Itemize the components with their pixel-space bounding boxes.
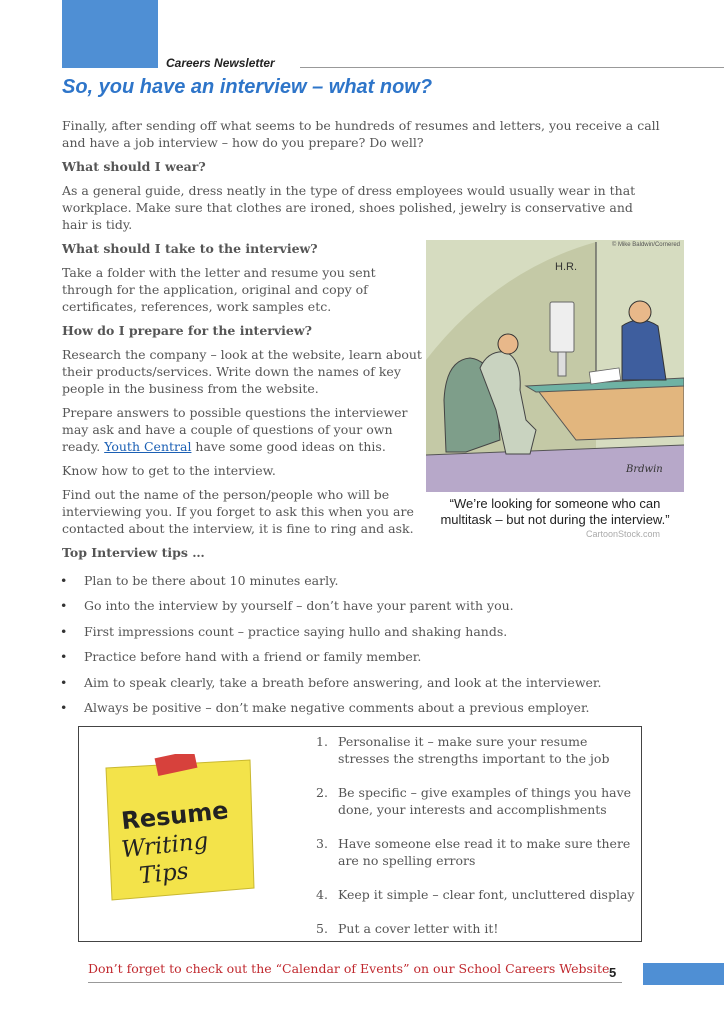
list-item: • Always be positive – don’t make negative comments about a previous employer. [60, 699, 590, 715]
list-item: 5. Put a cover letter with it! [316, 921, 499, 936]
intro-block [62, 117, 662, 233]
cartoon-signature: Brdwin [626, 464, 663, 475]
prepare-heading: How do I prepare for the interview? [62, 323, 312, 338]
wear-paragraph: As a general guide, dress neatly in the type of dress employees would usually wear in that workplace. Make sure that clothes are ironed, shoes polished, jewelry is conservative and hair is tidy. [62, 183, 636, 232]
tips-heading: Top Interview tips … [62, 545, 205, 560]
caption-line-2: multitask – but not during the interview.” [440, 512, 670, 527]
page-number: 5 [609, 965, 617, 980]
bullet-icon: • [60, 598, 68, 614]
wear-heading: What should I wear? [62, 159, 206, 174]
footer-rule [88, 982, 622, 983]
list-item: • Aim to speak clearly, take a breath before answering, and look at the interviewer. [60, 674, 602, 690]
resume-sticky-note [92, 754, 260, 904]
list-item: • First impressions count – practice saying hullo and shaking hands. [60, 623, 508, 639]
list-item: 2. Be specific – give examples of things you have done, your interests and accomplishments [316, 785, 632, 817]
interview-tips-list [58, 572, 602, 724]
note-line-3: Tips [138, 858, 190, 890]
answers-text: Prepare answers to possible questions the interviewer may ask and have a couple of questions of your own ready. [62, 405, 408, 454]
answers-paragraph [62, 404, 422, 455]
intro-paragraph: Finally, after sending off what seems to be hundreds of resumes and letters, you receive a call and have a job interview – how do you prepare? Do well? [62, 118, 660, 150]
note-line-1: Resume [119, 796, 230, 836]
take-heading: What should I take to the interview? [62, 241, 318, 256]
header-rule [300, 67, 724, 68]
answers-text-end: have some good ideas on this. [195, 439, 386, 454]
interviewer-head [629, 301, 651, 323]
computer-monitor [550, 302, 574, 352]
list-item: • Practice before hand with a friend or family member. [60, 649, 422, 665]
bullet-icon: • [60, 649, 68, 665]
caption-line-1: “We’re looking for someone who can [449, 496, 661, 511]
article-title: So, you have an interview – what now? [62, 76, 433, 98]
footer-note: Don’t forget to check out the “Calendar of Events” on our School Careers Website [88, 961, 610, 976]
list-item: 3. Have someone else read it to make sure there are no spelling errors [316, 836, 631, 868]
bullet-icon: • [60, 674, 68, 690]
list-item: • Go into the interview by yourself – don’t have your parent with you. [60, 598, 514, 614]
findout-paragraph: Find out the name of the person/people who will be interviewing you. If you forget to ask this when you are contacted about the interview, it is fine to ring and ask. [62, 487, 414, 536]
list-item: 1. Personalise it – make sure your resume stresses the strengths important to the job [316, 734, 610, 766]
list-item: • Plan to be there about 10 minutes early. [60, 573, 339, 588]
cartoon-caption [426, 496, 684, 528]
bullet-icon: • [60, 573, 68, 588]
header-color-block [62, 0, 158, 68]
youth-central-link[interactable]: Youth Central [104, 439, 192, 454]
resume-tips-list [316, 733, 636, 954]
bullet-icon: • [60, 699, 68, 715]
footer-color-block [643, 963, 724, 985]
door-label: H.R. [555, 261, 577, 273]
newsletter-title: Careers Newsletter [166, 56, 275, 70]
prepare-paragraph: Research the company – look at the website, learn about their products/services. Write down the names of key people in the business from the website. [62, 347, 422, 396]
cartoon-copyright: © Mike Baldwin/Cornered [611, 242, 680, 248]
candidate-head [498, 334, 518, 354]
note-line-2: Writing [120, 828, 210, 864]
bullet-icon: • [60, 623, 68, 639]
left-column [62, 240, 422, 561]
list-item: 4. Keep it simple – clear font, uncluttered display [316, 887, 635, 902]
cartoon-credit: CartoonStock.com [586, 529, 661, 539]
interview-cartoon [426, 240, 684, 492]
knowhow-paragraph: Know how to get to the interview. [62, 463, 276, 478]
take-paragraph: Take a folder with the letter and resume you sent through for the application, original and copy of certificates, references, work samples etc. [62, 265, 376, 314]
